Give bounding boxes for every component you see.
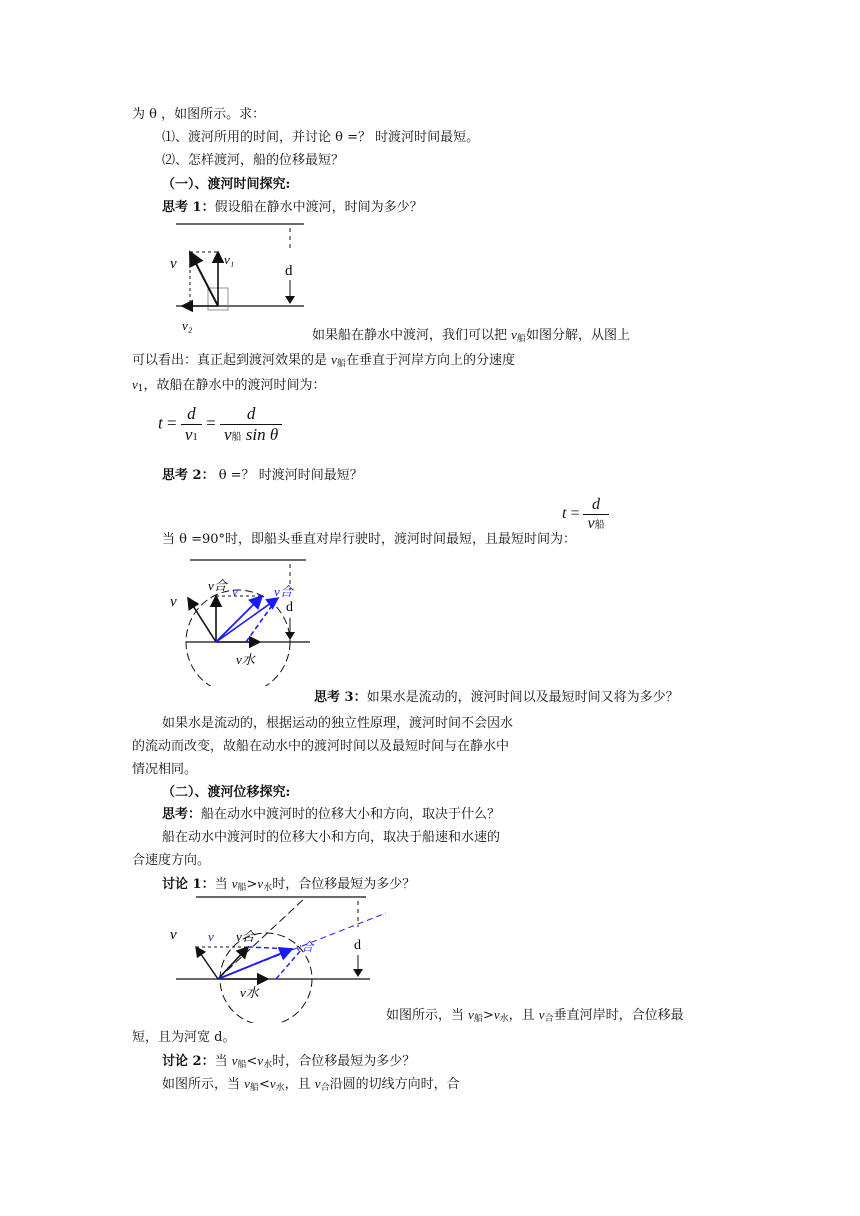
paragraph: 的流动而改变，故船在动水中的渡河时间以及最短时间与在静水中 [132,739,510,754]
formula-time: t = $\frac{d}{v1}$ = $\frac{d}{\text{v船 sin θ}}$ [158,404,282,445]
svg-text:d: d [286,600,293,615]
svg-text:v: v [170,256,177,272]
paragraph: 合速度方向。 [132,853,211,868]
section-heading-time: （一）、渡河时间探究: [162,177,291,192]
figure-displacement-case-1 [166,893,396,1023]
svg-text:v: v [170,927,177,943]
discussion-1: 讨论 1：当 v船>v水时，合位移最短为多少？ [162,876,416,893]
svg-text:v: v [232,584,238,599]
text-line: 为 θ ，如图所示。求： [132,107,266,122]
paragraph: 船在动水中渡河时的位移大小和方向，取决于船速和水速的 [162,830,501,845]
svg-text:v合: v合 [236,929,255,944]
svg-text:v: v [170,594,177,610]
svg-text:v水: v水 [236,652,255,667]
figure-still-water [168,218,308,336]
think-1: 思考 1：假设船在静水中渡河，时间为多少？ [162,200,423,215]
svg-text:v水: v水 [240,985,259,1000]
paragraph: 当 θ =90°时，即船头垂直对岸行驶时，渡河时间最短，且最短时间为： [162,532,577,547]
section-heading-displacement: （二）、渡河位移探究: [162,785,291,800]
svg-text:d: d [354,938,361,953]
svg-text:v: v [208,929,214,944]
paragraph: 可以看出：真正起到渡河效果的是 v船在垂直于河岸方向上的分速度 [132,352,515,369]
paragraph: 如图所示，当 v船>v水，且 v合垂直河岸时，合位移最 [386,1007,684,1024]
svg-text:v合: v合 [208,578,227,593]
svg-text:d: d [285,263,293,279]
question-2: ⑵、怎样渡河，船的位移最短？ [162,153,345,168]
paragraph: 如果水是流动的，根据运动的独立性原理，渡河时间不会因水 [162,716,514,731]
paragraph: 情况相同。 [132,762,198,777]
formula-min-time: t = $\frac{d}{\text{v船}}$ [562,496,609,533]
question-1: ⑴、渡河所用的时间，并讨论 θ =？ 时渡河时间最短。 [162,130,480,145]
figure-flowing-water-time [166,556,316,686]
think-3: 思考 3：如果水是流动的，渡河时间以及最短时间又将为多少？ [314,690,679,705]
paragraph: 短，且为河宽 d。 [132,1030,236,1045]
paragraph: 如果船在静水中渡河，我们可以把 v船如图分解，从图上 [312,327,630,344]
paragraph: v1，故船在静水中的渡河时间为： [132,377,326,394]
think-2: 思考 2： θ =？ 时渡河时间最短？ [162,468,363,483]
think-4: 思考：船在动水中渡河时的位移大小和方向，取决于什么？ [162,807,501,822]
discussion-2: 讨论 2：当 v船<v水时，合位移最短为多少？ [162,1053,416,1070]
paragraph: 如图所示，当 v船<v水，且 v合沿圆的切线方向时，合 [162,1076,460,1093]
svg-text:v合: v合 [274,584,293,599]
svg-text:v₁: v₁ [224,252,235,267]
svg-text:v合: v合 [296,940,314,954]
svg-text:v₂: v₂ [182,318,193,333]
